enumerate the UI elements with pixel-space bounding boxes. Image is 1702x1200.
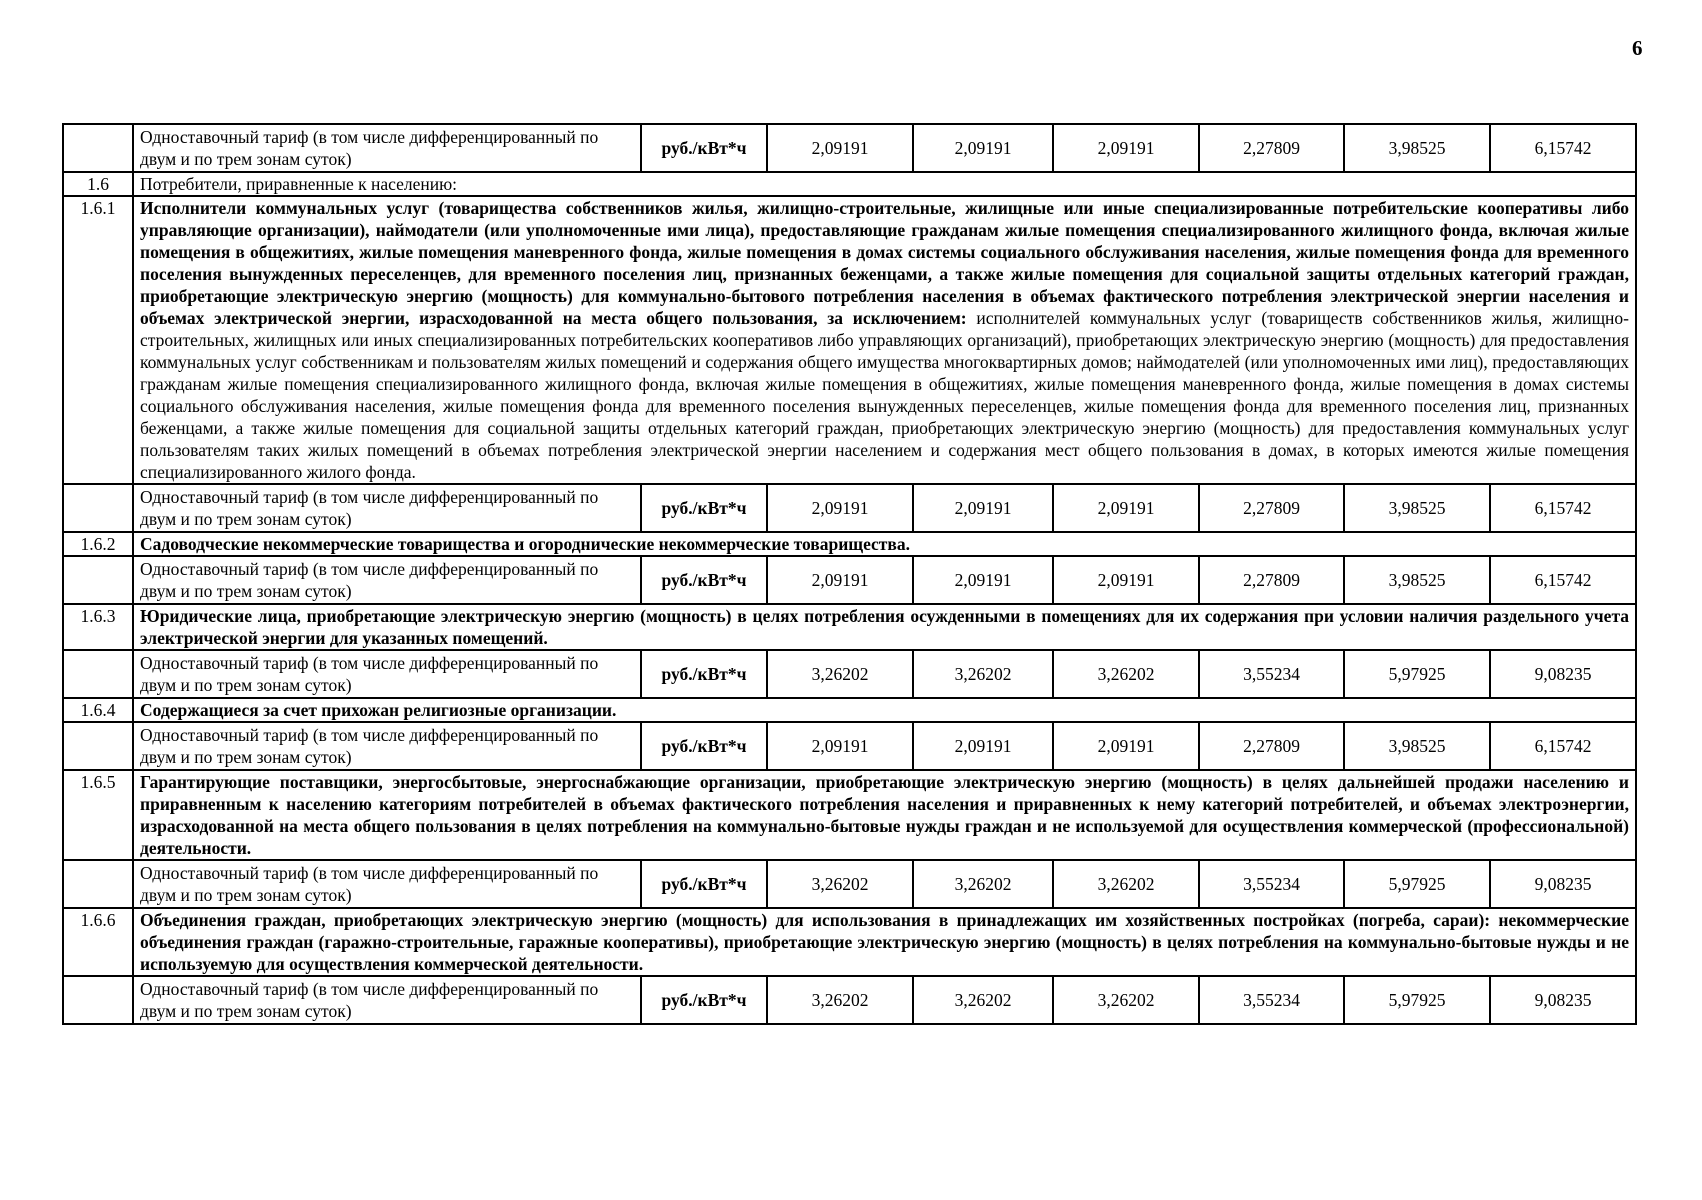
- section-row: [63, 698, 1636, 722]
- tariff-value: 3,98525: [1344, 556, 1490, 604]
- unit-cell: руб./кВт*ч: [641, 650, 767, 698]
- tariff-value: 3,26202: [767, 860, 913, 908]
- section-row: [63, 770, 1636, 860]
- section-text-normal: исполнителей коммунальных услуг (товариществ собственников жилья, жилищно-строительных, жилищных или иных специализированных потребительских кооперативов либо управляющих организаций), приобретающих электрическую энергию (мощность) для предоставления коммунальных услуг собственникам и пользователям жилых помещений и содержания общего имущества многоквартирных домов; наймодателей (или уполномоченных ими лиц), предоставляющих гражданам жилые помещения специализированного жилищного фонда, включая жилые помещения в общежитиях, жилые помещения маневренного фонда, жилые помещения в домах системы социального обслуживания населения, жилые помещения фонда для временного поселения вынужденных переселенцев, жилые помещения фонда для временного поселения лиц, признанных беженцами, а также жилые помещения для социальной защиты отдельных категорий граждан, приобретающих электрическую энергию (мощность) для предоставления коммунальных услуг пользователям таких жилых помещений в объемах потребления электрической энергии населением и содержания мест общего пользования в домах, в которых имеются жилые помещения специализированного жилого фонда.: [140, 308, 1629, 482]
- tariff-value: 6,15742: [1490, 484, 1636, 532]
- tariff-value: 3,55234: [1199, 860, 1344, 908]
- section-description: [133, 770, 1636, 860]
- tariff-value: 3,26202: [1053, 976, 1199, 1024]
- tariff-value: 2,09191: [1053, 722, 1199, 770]
- category-title: Потребители, приравненные к населению:: [133, 172, 1636, 196]
- tariff-label: Одноставочный тариф (в том числе дифференцированный по двум и по трем зонам суток): [133, 650, 641, 698]
- tariff-label: Одноставочный тариф (в том числе дифференцированный по двум и по трем зонам суток): [133, 484, 641, 532]
- row-number: [63, 556, 133, 604]
- tariff-value: 3,26202: [767, 976, 913, 1024]
- tariff-value: 2,09191: [913, 722, 1053, 770]
- tariff-value: 2,09191: [1053, 124, 1199, 172]
- tariff-value: 5,97925: [1344, 976, 1490, 1024]
- section-text-bold: Исполнители коммунальных услуг (товарищества собственников жилья, жилищно-строительные, жилищные или иные специализированные потребительские кооперативы либо управляющие организации), наймодатели (или уполномоченные ими лица), предоставляющие гражданам жилые помещения специализированного жилищного фонда, включая жилые помещения в общежитиях, жилые помещения маневренного фонда, жилые помещения в домах системы социального обслуживания населения, жилые помещения фонда для временного поселения вынужденных переселенцев, для временного поселения лиц, признанных беженцами, а также жилые помещения для социальной защиты отдельных категорий граждан, приобретающие электрическую энергию (мощность) для коммунально-бытового потребления населения в объемах фактического потребления электрической энергии населения и объемах электрической энергии, израсходованной на места общего пользования, за исключением:: [140, 198, 1629, 328]
- row-number: [63, 124, 133, 172]
- section-text-bold: Юридические лица, приобретающие электрическую энергию (мощность) в целях потребления осужденными в помещениях для их содержания при условии наличия раздельного учета электрической энергии для указанных помещений.: [140, 606, 1629, 648]
- tariff-value: 2,09191: [767, 124, 913, 172]
- tariff-label: Одноставочный тариф (в том числе дифференцированный по двум и по трем зонам суток): [133, 556, 641, 604]
- row-number: 1.6: [63, 172, 133, 196]
- unit-cell: руб./кВт*ч: [641, 722, 767, 770]
- tariff-value: 3,26202: [1053, 860, 1199, 908]
- section-description: [133, 698, 1636, 722]
- tariff-value: 3,55234: [1199, 976, 1344, 1024]
- tariff-value: 9,08235: [1490, 976, 1636, 1024]
- row-number: 1.6.1: [63, 196, 133, 484]
- tariff-value: 2,27809: [1199, 722, 1344, 770]
- section-description: [133, 908, 1636, 976]
- tariff-value: 6,15742: [1490, 722, 1636, 770]
- section-description: [133, 604, 1636, 650]
- unit-cell: руб./кВт*ч: [641, 860, 767, 908]
- tariff-value: 2,09191: [913, 484, 1053, 532]
- tariff-table: [62, 123, 1637, 1025]
- tariff-value: 6,15742: [1490, 556, 1636, 604]
- tariff-value: 3,26202: [913, 650, 1053, 698]
- tariff-value: 3,26202: [1053, 650, 1199, 698]
- section-text-bold: Гарантирующие поставщики, энергосбытовые, энергоснабжающие организации, приобретающие электрическую энергию (мощность) в целях дальнейшей продажи населению и приравненным к населению категориям потребителей в объемах фактического потребления населения и приравненных к нему категорий потребителей, и объемах электроэнергии, израсходованной на места общего пользования в целях потребления на коммунально-бытовые нужды граждан и не используемой для осуществления коммерческой (профессиональной) деятельности.: [140, 772, 1629, 858]
- row-number: 1.6.6: [63, 908, 133, 976]
- tariff-value: 3,26202: [913, 976, 1053, 1024]
- tariff-value: 2,27809: [1199, 556, 1344, 604]
- section-row: [63, 908, 1636, 976]
- section-text-bold: Садоводческие некоммерческие товарищества и огороднические некоммерческие товарищества.: [140, 534, 910, 554]
- tariff-value: 2,09191: [767, 484, 913, 532]
- row-number: 1.6.5: [63, 770, 133, 860]
- tariff-row: [63, 976, 1636, 1024]
- tariff-value: 3,98525: [1344, 124, 1490, 172]
- tariff-value: 3,26202: [913, 860, 1053, 908]
- tariff-value: 2,09191: [767, 722, 913, 770]
- row-number: [63, 976, 133, 1024]
- tariff-row: [63, 484, 1636, 532]
- tariff-value: 2,09191: [913, 124, 1053, 172]
- tariff-value: 2,09191: [767, 556, 913, 604]
- section-row: [63, 532, 1636, 556]
- tariff-value: 9,08235: [1490, 860, 1636, 908]
- tariff-value: 6,15742: [1490, 124, 1636, 172]
- tariff-value: 9,08235: [1490, 650, 1636, 698]
- tariff-label: Одноставочный тариф (в том числе дифференцированный по двум и по трем зонам суток): [133, 124, 641, 172]
- tariff-row: [63, 124, 1636, 172]
- row-number: [63, 860, 133, 908]
- tariff-value: 3,98525: [1344, 722, 1490, 770]
- tariff-value: 2,27809: [1199, 484, 1344, 532]
- unit-cell: руб./кВт*ч: [641, 976, 767, 1024]
- tariff-value: 5,97925: [1344, 650, 1490, 698]
- table-body: [63, 124, 1636, 1024]
- tariff-value: 3,26202: [767, 650, 913, 698]
- unit-cell: руб./кВт*ч: [641, 124, 767, 172]
- tariff-row: [63, 722, 1636, 770]
- tariff-value: 2,09191: [1053, 556, 1199, 604]
- unit-cell: руб./кВт*ч: [641, 556, 767, 604]
- tariff-row: [63, 556, 1636, 604]
- tariff-row: [63, 650, 1636, 698]
- tariff-value: 5,97925: [1344, 860, 1490, 908]
- section-text-bold: Содержащиеся за счет прихожан религиозные организации.: [140, 700, 617, 720]
- unit-cell: руб./кВт*ч: [641, 484, 767, 532]
- row-number: [63, 484, 133, 532]
- tariff-label: Одноставочный тариф (в том числе дифференцированный по двум и по трем зонам суток): [133, 976, 641, 1024]
- tariff-value: 2,09191: [1053, 484, 1199, 532]
- tariff-value: 2,27809: [1199, 124, 1344, 172]
- tariff-value: 3,98525: [1344, 484, 1490, 532]
- tariff-label: Одноставочный тариф (в том числе дифференцированный по двум и по трем зонам суток): [133, 722, 641, 770]
- tariff-value: 3,55234: [1199, 650, 1344, 698]
- row-number: 1.6.4: [63, 698, 133, 722]
- row-number: 1.6.3: [63, 604, 133, 650]
- row-number: [63, 722, 133, 770]
- row-number: [63, 650, 133, 698]
- page-number: 6: [1632, 36, 1643, 60]
- tariff-value: 2,09191: [913, 556, 1053, 604]
- section-description: [133, 532, 1636, 556]
- category-header-row: [63, 172, 1636, 196]
- section-row: [63, 604, 1636, 650]
- tariff-label: Одноставочный тариф (в том числе дифференцированный по двум и по трем зонам суток): [133, 860, 641, 908]
- section-description: [133, 196, 1636, 484]
- row-number: 1.6.2: [63, 532, 133, 556]
- tariff-row: [63, 860, 1636, 908]
- section-text-bold: Объединения граждан, приобретающих электрическую энергию (мощность) для использования в принадлежащих им хозяйственных постройках (погреба, сараи): некоммерческие объединения граждан (гаражно-строительные, гаражные кооперативы), приобретающие электрическую энергию (мощность) в целях потребления на коммунально-бытовые нужды и не используемую для осуществления коммерческой деятельности.: [140, 910, 1629, 974]
- section-row: [63, 196, 1636, 484]
